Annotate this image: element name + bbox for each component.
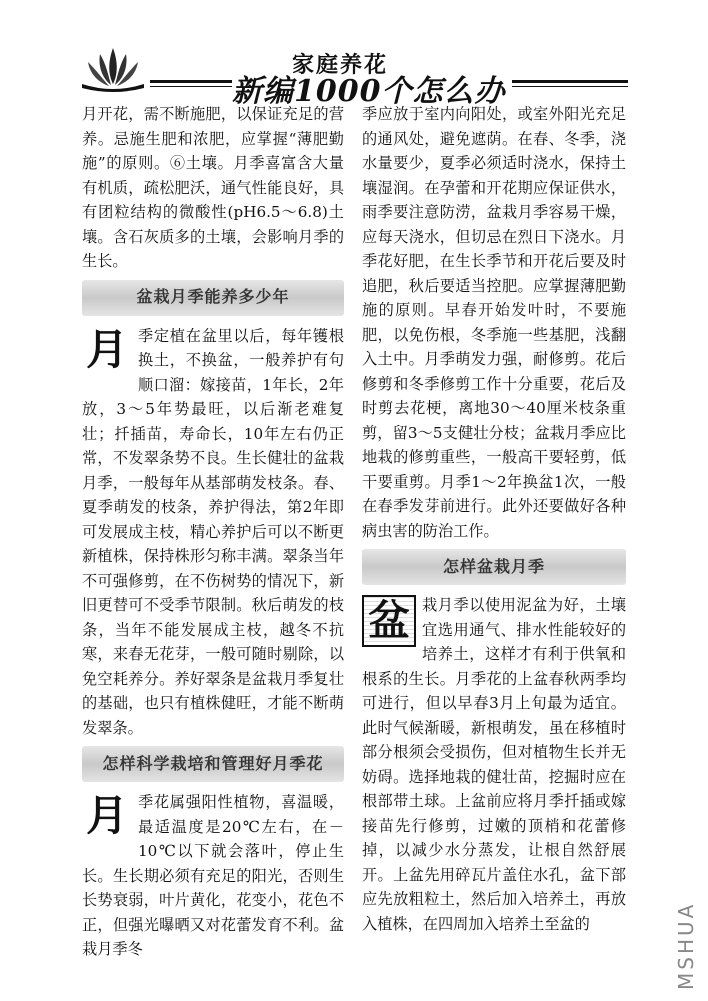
section-title-cultivation: 怎样科学栽培和管理好月季花: [82, 746, 344, 782]
section-cultivation-body: [82, 790, 344, 962]
left-column: [82, 102, 344, 962]
dropcap: 月: [85, 791, 128, 840]
header-rule-right: [512, 80, 628, 83]
lotus-logo-icon: [78, 44, 148, 92]
section-lifespan-body: [82, 324, 344, 741]
dropcap: 盆: [362, 595, 416, 647]
dropcap: 月: [85, 324, 128, 374]
header-title: 新编1000个怎么办: [232, 74, 506, 109]
section-lifespan-text: 季定植在盆里以后，每年镬根换土，不换盆，一般养护有句顺口溜：嫁接苗，1年长，2年放，3～5年势最旺，以后渐老难复壮；扦插苗，寿命长，10年左右仍正常，不发翠条势不良。生长健壮的盆栽月季，一般每年从基部萌发枝条。春、夏季萌发的枝条，养护得法，第2年即可发展成主枝，精心养护后可以不断更新植株，保持株形匀称丰满。翠条当年不可强修剪，在不伤树势的情况下，新旧更替可不受季节限制。秋后萌发的枝条，当年不能发展成主枝，越冬不抗寒，来春无花芽，一般可随时剔除，以免空耗养分。养好翠条是盆栽月季复壮的基础，也只有植株健旺，才能不断萌发翠条。: [82, 326, 344, 737]
section-potting-text: 栽月季以使用泥盆为好，土壤宜选用通气、排水性能较好的培养土，这样才有利于供氧和根系的生长。月季花的上盆春秋两季均可进行，但以早春3月上旬最为适宜。此时气候渐暖，新根萌发，虽在移植时部分根须会受损伤，但对植物生长并无妨碍。选择地栽的健壮苗，挖掘时应在根部带土球。上盆前应将月季扦插或嫁接苗先行修剪，过嫩的顶梢和花蕾修掉，以减少水分蒸发，让根自然舒展开。上盆先用碎瓦片盖住水孔，盆下部应先放粗粒土，然后加入培养土，再放入植株，在四周加入培养土至盆的: [362, 596, 626, 933]
section-potting-body: [362, 593, 626, 936]
section-title-lifespan: 盆栽月季能养多少年: [82, 280, 344, 316]
section-cultivation-text: 季花属强阳性植物，喜温暖，最适温度是20℃左右，在－10℃以下就会落叶，停止生长。生长期必须有充足的阳光，否则生长势衰弱，叶片黄化，花变小，花色不正，但强光曝晒又对花蕾发育不利。盆栽月季冬: [82, 793, 344, 958]
continued-paragraph: 季应放于室内向阳处，或室外阳光充足的通风处，避免遮荫。在春、冬季，浇水量要少，夏季必须适时浇水，保持土壤湿润。在孕蕾和开花期应保证供水，雨季要注意防涝，盆栽月季容易干燥，应每天浇水，但切忌在烈日下浇水。月季花好肥，在生长季节和开花后要及时追肥，秋后要适当控肥。应掌握薄肥勤施的原则。早春开始发叶时，不要施肥，以免伤根，冬季施一些基肥，浅翻入土中。月季萌发力强，耐修剪。花后修剪和冬季修剪工作十分重要，花后及时剪去花梗，离地30～40厘米枝条重剪，留3～5支健壮分枝；盆栽月季应比地栽的修剪重些，一般高干要轻剪，低干要重剪。月季1～2年换盆1次，一般在春季发芽前进行。此外还要做好各种病虫害的防治工作。: [362, 105, 626, 540]
page-header: [0, 0, 708, 109]
header-rule-right-thin: [512, 86, 628, 87]
header-subtitle: 家庭养花: [292, 52, 389, 78]
intro-paragraph: 月开花，需不断施肥，以保证充足的营养。忌施生肥和浓肥，应掌握“薄肥勤施”的原则。⑥土壤。月季喜富含大量有机质，疏松肥沃，通气性能良好，具有团粒结构的微酸性(pH6.5～6.8)土壤。含石灰质多的土壤，会影响月季的生长。: [82, 105, 344, 270]
right-column: [362, 102, 626, 936]
header-rule-left-thin: [150, 86, 232, 87]
section-title-potting: 怎样盆栽月季: [362, 549, 626, 585]
watermark: MSHUA: [674, 901, 698, 990]
header-rule-left: [150, 80, 232, 83]
